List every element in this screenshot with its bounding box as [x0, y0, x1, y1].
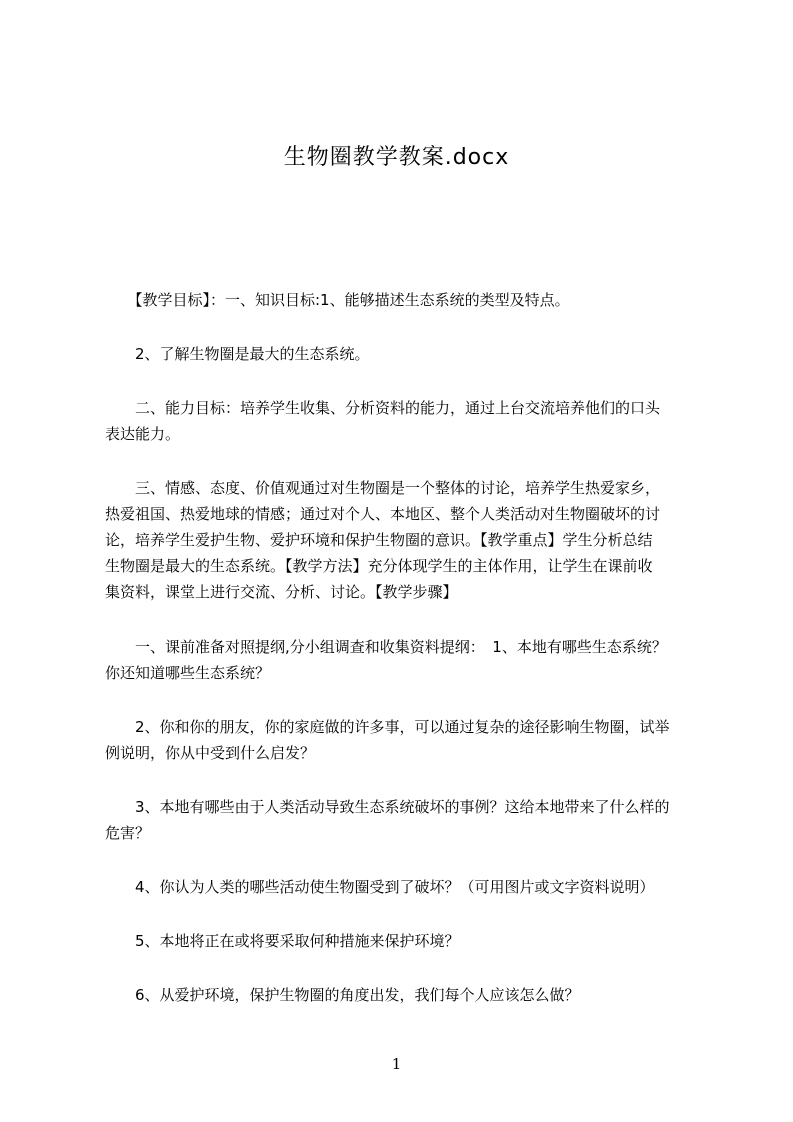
- paragraph-question-5: [105, 928, 725, 954]
- page-number: 1: [391, 1055, 402, 1073]
- paragraph-ability-goal: [105, 395, 725, 447]
- text-line: 一、课前准备对照提纲,分小组调查和收集资料提纲： 1、本地有哪些生态系统？: [105, 638, 667, 656]
- paragraph-step-1: [105, 634, 725, 686]
- paragraph-question-3: [105, 794, 725, 846]
- text-line: 4、你认为人类的哪些活动使生物圈受到了破坏？（可用图片或文字资料说明）: [105, 878, 655, 896]
- text-line: 3、本地有哪些由于人类活动导致生态系统破坏的事例？这给本地带来了什么样的: [105, 798, 670, 816]
- text-line: 2、了解生物圈是最大的生态系统。: [105, 345, 370, 363]
- text-line: 2、你和你的朋友，你的家庭做的许多事，可以通过复杂的途径影响生物圈，试举: [105, 718, 670, 736]
- paragraph-knowledge-goal-2: [105, 341, 725, 367]
- text-line: 【教学目标】：一、知识目标:1、能够描述生态系统的类型及特点。: [105, 291, 570, 309]
- text-line: 你还知道哪些生态系统？: [105, 664, 271, 682]
- text-line: 危害？: [105, 824, 151, 842]
- text-line: 二、能力目标：培养学生收集、分析资料的能力，通过上台交流培养他们的口头: [105, 399, 661, 417]
- text-line: 例说明，你从中受到什么启发？: [105, 744, 316, 762]
- paragraph-question-2: [105, 714, 725, 766]
- paragraph-question-4: [105, 874, 725, 900]
- document-title: 生物圈教学教案.docx: [283, 145, 510, 170]
- text-line: 5、本地将正在或将要采取何种措施来保护环境？: [105, 932, 460, 950]
- paragraph-question-6: [105, 982, 725, 1008]
- text-line: 生物圈是最大的生态系统。【教学方法】充分体现学生的主体作用，让学生在课前收: [105, 557, 653, 575]
- paragraph-teaching-goals: [105, 287, 725, 313]
- paragraph-emotion-goal: [105, 475, 725, 605]
- text-line: 表达能力。: [105, 425, 181, 443]
- text-line: 集资料，课堂上进行交流、分析、讨论。【教学步骤】: [105, 583, 458, 601]
- text-line: 论，培养学生爱护生物、爱护环境和保护生物圈的意识。【教学重点】学生分析总结: [105, 531, 653, 549]
- text-line: 6、从爱护环境，保护生物圈的角度出发，我们每个人应该怎么做？: [105, 986, 580, 1004]
- text-line: 热爱祖国、热爱地球的情感；通过对个人、本地区、整个人类活动对生物圈破坏的讨: [105, 505, 661, 523]
- text-line: 三、情感、态度、价值观通过对生物圈是一个整体的讨论，培养学生热爱家乡，: [105, 479, 661, 497]
